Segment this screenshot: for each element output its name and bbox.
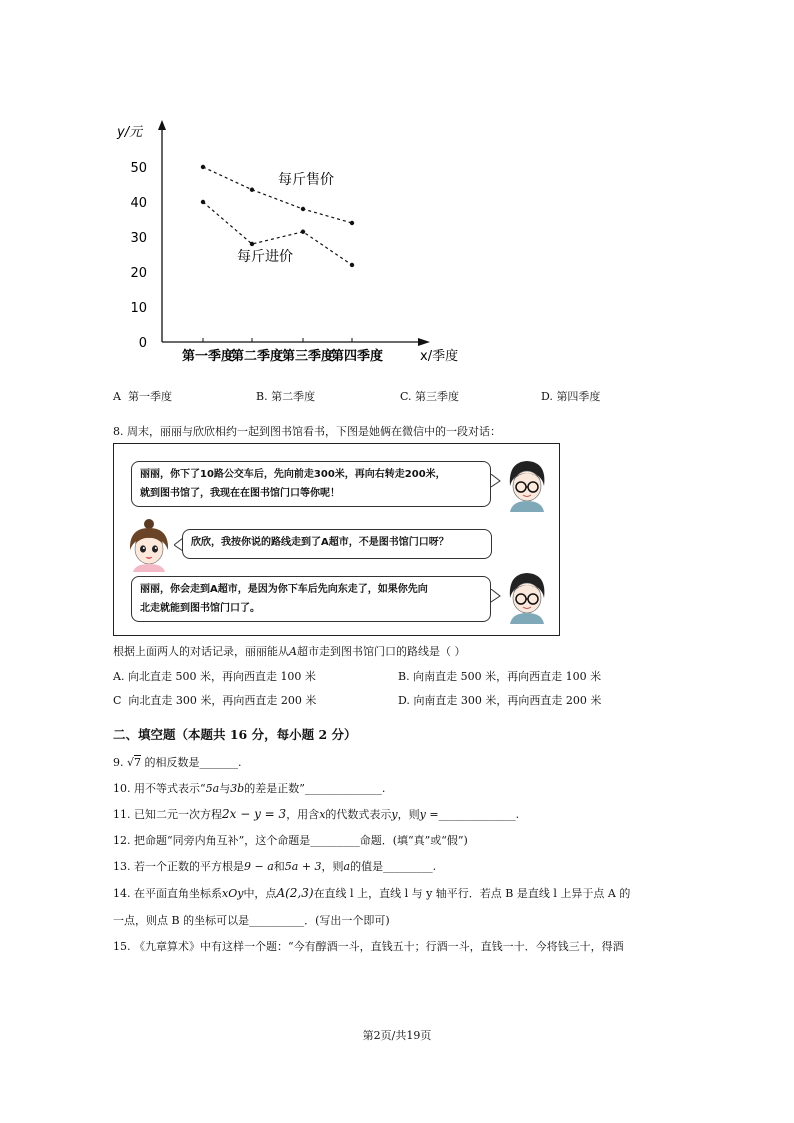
question-15: 15. 《九章算术》中有这样一个题：“今有醇酒一斗，直钱五十；行酒一斗，直钱一十．今将钱三十，得酒 (113, 940, 624, 953)
bubble-pointer-right (491, 474, 501, 488)
page-footer: 第2页/共19页 (362, 1029, 432, 1042)
avatar-icon-girl-bun (124, 518, 174, 572)
y-tick-label: 0 (138, 336, 147, 351)
data-point (301, 230, 305, 234)
question-14-line1: 14. 在平面直角坐标系xOy中，点A(2,3)在直线 l 上，直线 l 与 y 轴平行．若点 B 是直线 l 上异于点 A 的 (113, 886, 631, 900)
question-9: 9. √7 的相反数是_______. (113, 756, 242, 769)
q7-option-c[interactable]: C. 第三季度 (400, 390, 460, 403)
q8-option-a[interactable]: A. 向北直走 500 米，再向西直走 100 米 (113, 670, 316, 683)
chat-bubble-3: 丽丽，你会走到A超市，是因为你下车后先向东走了，如果你先向 北走就能到图书馆门口了。 (131, 576, 491, 622)
avatar-icon-girl-glasses (502, 456, 552, 512)
q7-option-a[interactable]: A 第一季度 (113, 390, 172, 403)
question-11: 11. 已知二元一次方程2x − y = 3，用含x的代数式表示y，则y =______________. (113, 807, 520, 821)
chat-bubble-2: 欣欣，我按你说的路线走到了A超市，不是图书馆门口呀？ (182, 529, 492, 559)
data-point (201, 165, 205, 169)
x-tick-label: 第二季度 (230, 349, 284, 364)
q8-stem: 8. 周末，丽丽与欣欣相约一起到图书馆看书，下图是她俩在微信中的一段对话： (113, 425, 501, 438)
data-point (350, 263, 354, 267)
y-axis-arrow-icon (158, 120, 166, 130)
x-tick-label: 第三季度 (281, 349, 335, 364)
y-tick-label: 20 (130, 266, 147, 281)
question-12: 12. 把命题“同旁内角互补”，这个命题是_________命题．(填“真”或“假”) (113, 834, 468, 847)
chart-axes (158, 120, 430, 346)
q7-option-b[interactable]: B. 第二季度 (256, 390, 316, 403)
data-point (350, 221, 354, 225)
y-axis-label: y/元 (117, 125, 143, 140)
x-tick-label: 第四季度 (330, 349, 384, 364)
sqrt-icon: √ (127, 756, 135, 769)
question-10: 10. 用不等式表示“5a与3b的差是正数”______________. (113, 782, 386, 795)
data-point (301, 207, 305, 211)
question-13: 13. 若一个正数的平方根是9 − a和5a + 3，则a的值是_________. (113, 860, 437, 873)
x-tick-labels (182, 348, 383, 364)
q8-option-c[interactable]: C 向北直走 300 米，再向西直走 200 米 (113, 694, 317, 707)
q8-option-b[interactable]: B. 向南直走 500 米，再向西直走 100 米 (398, 670, 602, 683)
data-point (250, 188, 254, 192)
y-tick-label: 10 (130, 301, 147, 316)
x-axis-label: x/季度 (420, 349, 459, 364)
series-label-selling-price: 每斤售价 (278, 172, 334, 188)
series-label-cost-price: 每斤进价 (237, 249, 293, 265)
q8-question: 根据上面两人的对话记录，丽丽能从A超市走到图书馆门口的路线是（ ） (113, 645, 466, 658)
bubble-pointer-right (491, 589, 501, 603)
data-point (201, 200, 205, 204)
question-14-line2: 一点，则点 B 的坐标可以是__________．(写出一个即可) (113, 914, 390, 927)
section-title-fill-in: 二、填空题（本题共 16 分，每小题 2 分） (113, 727, 357, 742)
y-tick-label: 40 (130, 196, 147, 211)
y-tick-labels (130, 161, 147, 351)
data-point (250, 242, 254, 246)
y-tick-label: 50 (130, 161, 147, 176)
avatar-icon-girl-glasses (502, 568, 552, 624)
q7-option-d[interactable]: D. 第四季度 (541, 390, 601, 403)
q8-option-d[interactable]: D. 向南直走 300 米，再向西直走 200 米 (398, 694, 602, 707)
y-tick-label: 30 (130, 231, 147, 246)
chat-bubble-1: 丽丽，你下了10路公交车后，先向前走300米，再向右转走200米， 就到图书馆了，我现在在图书馆门口等你呢！ (131, 461, 491, 507)
line-chart (100, 112, 480, 372)
x-axis-arrow-icon (418, 338, 430, 346)
x-tick-label: 第一季度 (181, 349, 235, 364)
wechat-dialog (113, 443, 560, 636)
